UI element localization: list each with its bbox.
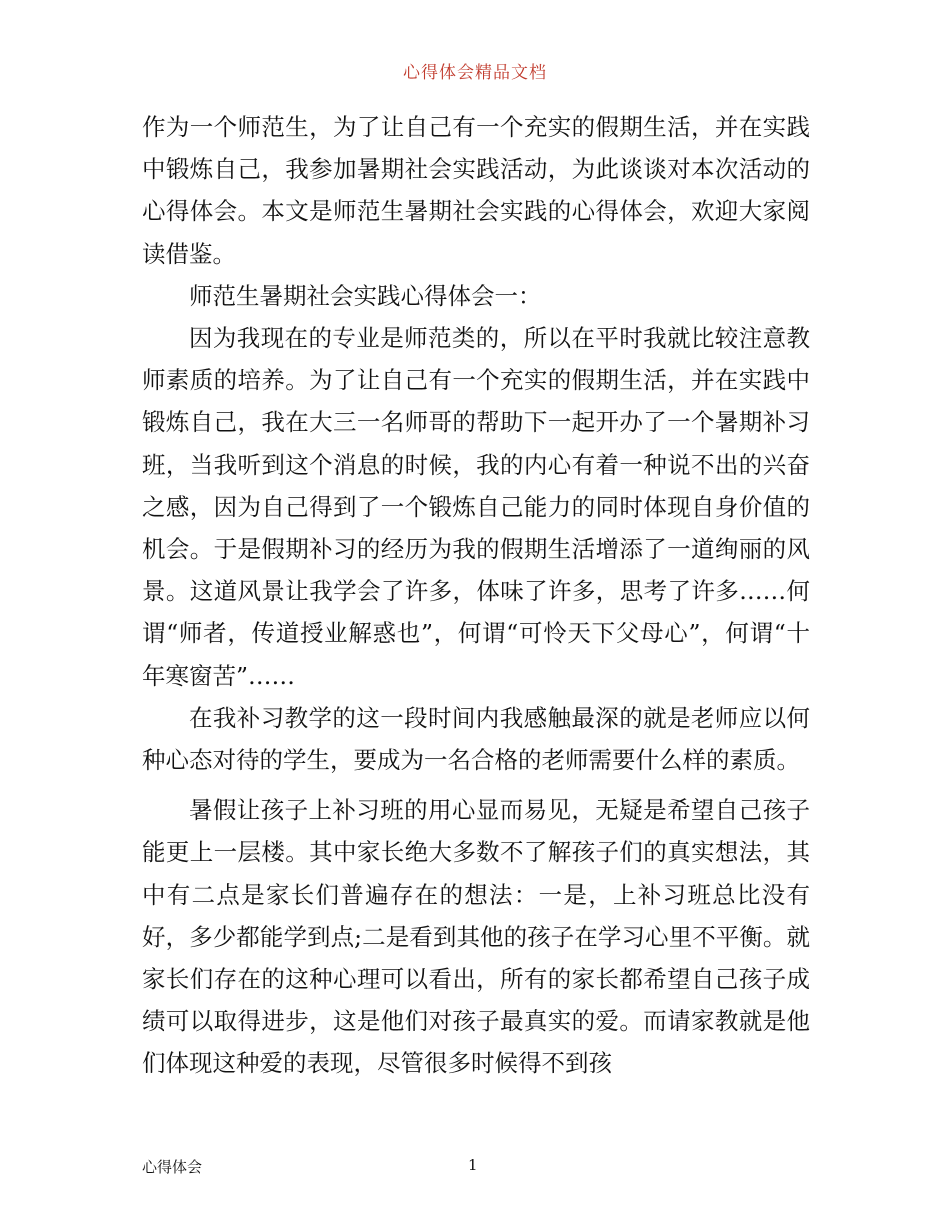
- section-heading: 师范生暑期社会实践心得体会一：: [189, 281, 542, 310]
- footer-label: 心得体会: [142, 1158, 203, 1176]
- page-number: 1: [468, 1156, 478, 1174]
- body-paragraph-3: 暑假让孩子上补习班的用心显而易见，无疑是希望自己孩子能更上一层楼。其中家长绝大多数不了解孩子们的真实想法，其中有二点是家长们普遍存在的想法：一是，上补习班总比没有好，多少都能学到点;二是看到其他的孩子在学习心里不平衡。就家长们存在的这种心理可以看出，所有的家长都希望自己孩子成绩可以取得进步，这是他们对孩子最真实的爱。而请家教就是他们体现这种爱的表现，尽管很多时候得不到孩: [142, 796, 810, 1078]
- body-paragraph-1: 因为我现在的专业是师范类的，所以在平时我就比较注意教师素质的培养。为了让自己有一个充实的假期生活，并在实践中锻炼自己，我在大三一名师哥的帮助下一起开办了一个暑期补习班，当我听到这个消息的时候，我的内心有着一种说不出的兴奋之感，因为自己得到了一个锻炼自己能力的同时体现自身价值的机会。于是假期补习的经历为我的假期生活增添了一道绚丽的风景。这道风景让我学会了许多，体味了许多，思考了许多……何谓“师者，传道授业解惑也”，何谓“可怜天下父母心”，何谓“十年寒窗苦”……: [142, 324, 810, 690]
- body-paragraph-2: 在我补习教学的这一段时间内我感触最深的就是老师应以何种心态对待的学生，要成为一名合格的老师需要什么样的素质。: [142, 703, 810, 775]
- intro-paragraph: 作为一个师范生，为了让自己有一个充实的假期生活，并在实践中锻炼自己，我参加暑期社会实践活动，为此谈谈对本次活动的心得体会。本文是师范生暑期社会实践的心得体会，欢迎大家阅读借鉴。: [142, 113, 810, 268]
- page-header-title: 心得体会精品文档: [403, 63, 547, 83]
- document-body: [142, 106, 810, 1085]
